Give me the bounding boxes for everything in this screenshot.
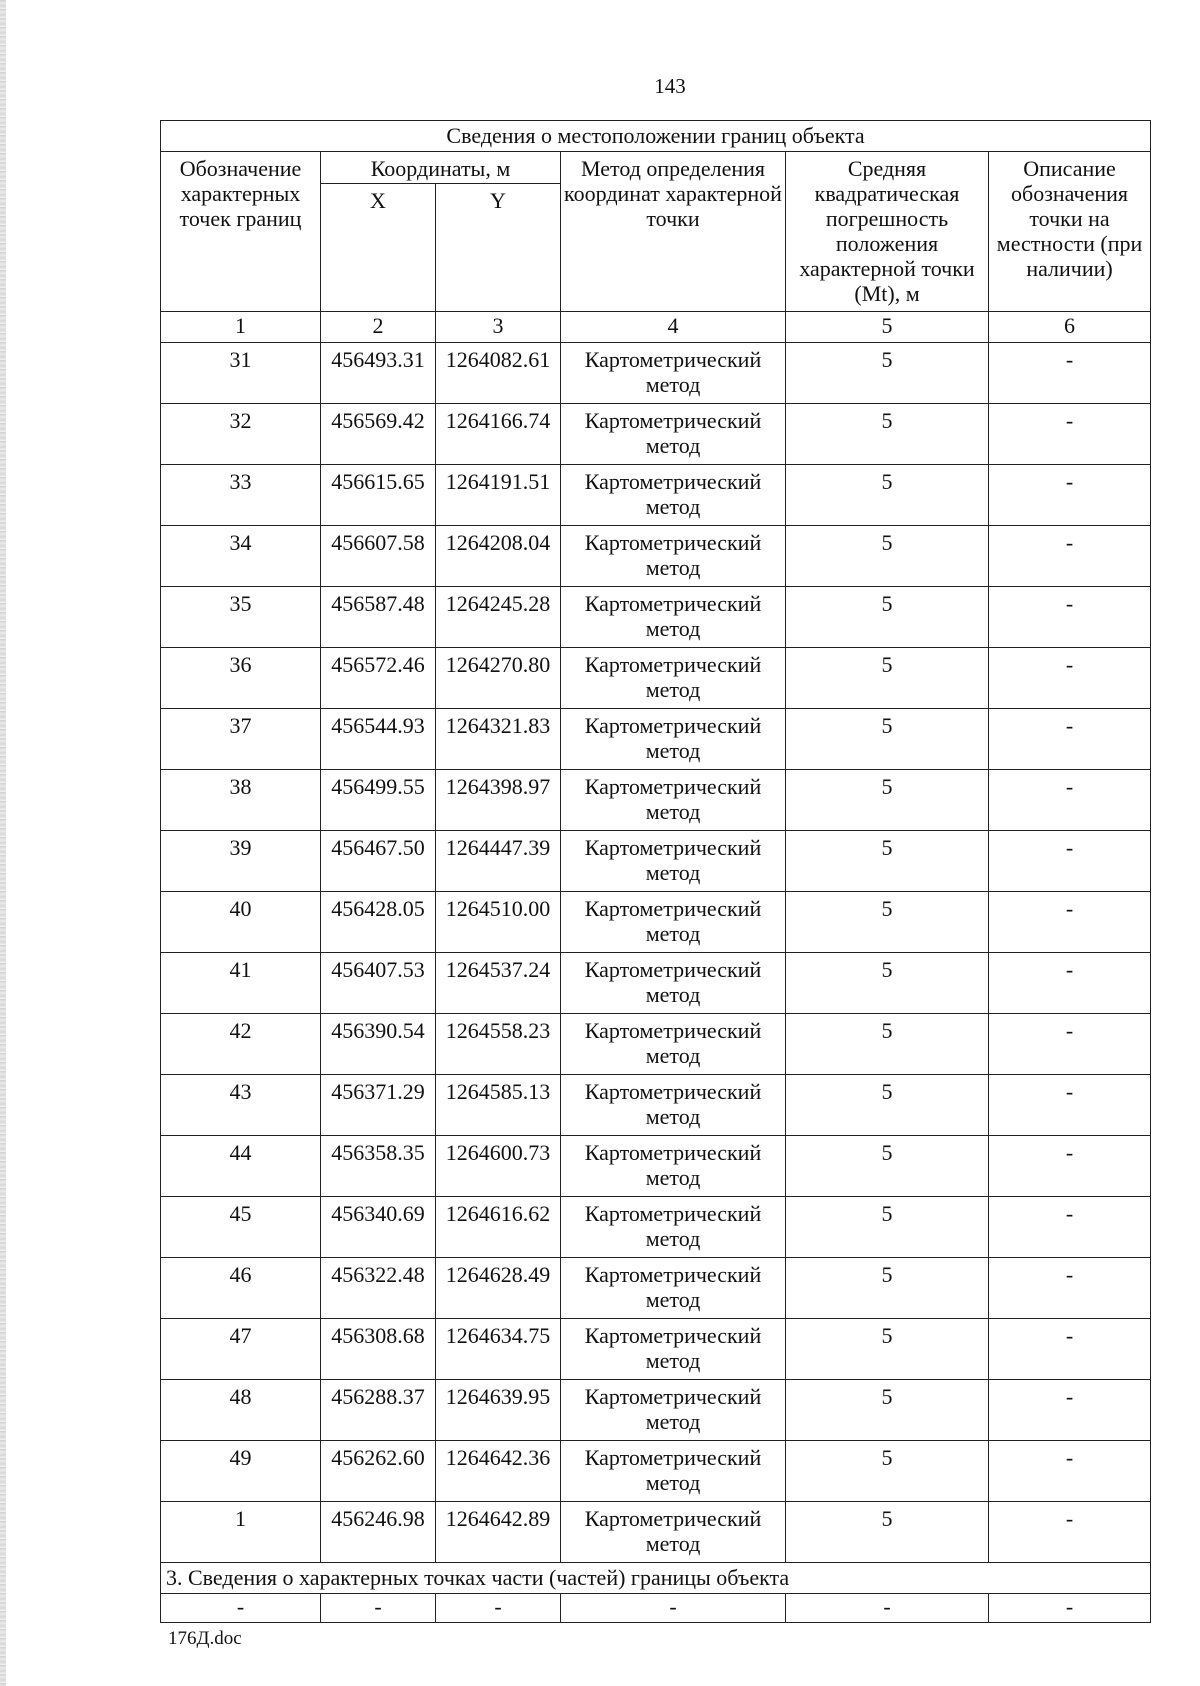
cell-y: 1264447.39 <box>436 831 561 892</box>
header-error: Средняя квадратическая погрешность положения характерной точки (Mt), м <box>786 152 989 312</box>
cell-description: - <box>989 770 1151 831</box>
cell-method: Картометрический метод <box>561 1380 786 1441</box>
cell-error: 5 <box>786 1136 989 1197</box>
cell-description: - <box>989 1441 1151 1502</box>
cell-x: 456262.60 <box>321 1441 436 1502</box>
cell-x: 456390.54 <box>321 1014 436 1075</box>
cell-method: Картометрический метод <box>561 831 786 892</box>
cell-y: 1264191.51 <box>436 465 561 526</box>
cell-point: 38 <box>161 770 321 831</box>
scan-edge <box>0 0 6 1686</box>
cell-x: 456428.05 <box>321 892 436 953</box>
header-row-1 <box>161 152 1151 184</box>
cell-method: Картометрический метод <box>561 1319 786 1380</box>
table-row <box>161 770 1151 831</box>
section3-cell: - <box>786 1594 989 1623</box>
cell-point: 48 <box>161 1380 321 1441</box>
cell-y: 1264628.49 <box>436 1258 561 1319</box>
cell-point: 44 <box>161 1136 321 1197</box>
cell-method: Картометрический метод <box>561 1502 786 1563</box>
table-row <box>161 1441 1151 1502</box>
cell-y: 1264510.00 <box>436 892 561 953</box>
header-method: Метод определения координат характерной точки <box>561 152 786 312</box>
table-row <box>161 1075 1151 1136</box>
page-number: 143 <box>654 74 686 98</box>
cell-y: 1264166.74 <box>436 404 561 465</box>
cell-point: 41 <box>161 953 321 1014</box>
cell-description: - <box>989 404 1151 465</box>
cell-point: 40 <box>161 892 321 953</box>
cell-point: 43 <box>161 1075 321 1136</box>
cell-method: Картометрический метод <box>561 1075 786 1136</box>
cell-error: 5 <box>786 465 989 526</box>
cell-description: - <box>989 648 1151 709</box>
header-point-designation: Обозначение характерных точек границ <box>161 152 321 312</box>
cell-x: 456340.69 <box>321 1197 436 1258</box>
cell-method: Картометрический метод <box>561 1441 786 1502</box>
cell-description: - <box>989 1502 1151 1563</box>
header-coordinates: Координаты, м <box>321 152 561 184</box>
cell-x: 456358.35 <box>321 1136 436 1197</box>
cell-error: 5 <box>786 343 989 404</box>
cell-error: 5 <box>786 1197 989 1258</box>
cell-description: - <box>989 953 1151 1014</box>
cell-x: 456467.50 <box>321 831 436 892</box>
section3-cell: - <box>561 1594 786 1623</box>
cell-error: 5 <box>786 1014 989 1075</box>
table-title-row <box>161 121 1151 152</box>
cell-y: 1264398.97 <box>436 770 561 831</box>
cell-error: 5 <box>786 953 989 1014</box>
cell-x: 456607.58 <box>321 526 436 587</box>
cell-error: 5 <box>786 1441 989 1502</box>
cell-point: 45 <box>161 1197 321 1258</box>
table-row <box>161 587 1151 648</box>
cell-point: 42 <box>161 1014 321 1075</box>
cell-x: 456569.42 <box>321 404 436 465</box>
cell-description: - <box>989 709 1151 770</box>
cell-description: - <box>989 1197 1151 1258</box>
cell-y: 1264537.24 <box>436 953 561 1014</box>
column-number: 5 <box>786 312 989 343</box>
cell-y: 1264558.23 <box>436 1014 561 1075</box>
cell-point: 33 <box>161 465 321 526</box>
cell-error: 5 <box>786 526 989 587</box>
cell-description: - <box>989 831 1151 892</box>
section3-empty-row <box>161 1594 1151 1623</box>
cell-point: 32 <box>161 404 321 465</box>
boundary-coordinates-table <box>160 120 1151 1623</box>
table-row <box>161 526 1151 587</box>
cell-error: 5 <box>786 1380 989 1441</box>
cell-description: - <box>989 892 1151 953</box>
cell-method: Картометрический метод <box>561 1197 786 1258</box>
cell-description: - <box>989 587 1151 648</box>
column-number: 2 <box>321 312 436 343</box>
cell-x: 456371.29 <box>321 1075 436 1136</box>
cell-point: 47 <box>161 1319 321 1380</box>
column-number: 1 <box>161 312 321 343</box>
cell-description: - <box>989 1319 1151 1380</box>
column-number: 3 <box>436 312 561 343</box>
cell-error: 5 <box>786 892 989 953</box>
cell-error: 5 <box>786 709 989 770</box>
cell-method: Картометрический метод <box>561 343 786 404</box>
table-row <box>161 1136 1151 1197</box>
table-row <box>161 953 1151 1014</box>
cell-error: 5 <box>786 770 989 831</box>
cell-error: 5 <box>786 1075 989 1136</box>
cell-error: 5 <box>786 1502 989 1563</box>
cell-x: 456615.65 <box>321 465 436 526</box>
cell-description: - <box>989 343 1151 404</box>
cell-x: 456572.46 <box>321 648 436 709</box>
header-y: Y <box>436 184 561 312</box>
table-title: Сведения о местоположении границ объекта <box>161 121 1151 152</box>
table-row <box>161 831 1151 892</box>
table-row <box>161 1014 1151 1075</box>
cell-description: - <box>989 465 1151 526</box>
table-row <box>161 709 1151 770</box>
cell-description: - <box>989 1075 1151 1136</box>
cell-point: 35 <box>161 587 321 648</box>
table-row <box>161 465 1151 526</box>
cell-method: Картометрический метод <box>561 648 786 709</box>
section3-cell: - <box>321 1594 436 1623</box>
cell-y: 1264634.75 <box>436 1319 561 1380</box>
section3-title: 3. Сведения о характерных точках части (частей) границы объекта <box>161 1563 1151 1594</box>
cell-error: 5 <box>786 831 989 892</box>
table-row <box>161 343 1151 404</box>
cell-y: 1264270.80 <box>436 648 561 709</box>
header-x: X <box>321 184 436 312</box>
table-row <box>161 404 1151 465</box>
cell-y: 1264642.36 <box>436 1441 561 1502</box>
column-number: 4 <box>561 312 786 343</box>
table-row <box>161 1258 1151 1319</box>
cell-method: Картометрический метод <box>561 1014 786 1075</box>
cell-x: 456493.31 <box>321 343 436 404</box>
column-number: 6 <box>989 312 1151 343</box>
cell-point: 39 <box>161 831 321 892</box>
table-row <box>161 1197 1151 1258</box>
cell-method: Картометрический метод <box>561 587 786 648</box>
cell-description: - <box>989 1258 1151 1319</box>
section3-title-row <box>161 1563 1151 1594</box>
cell-x: 456587.48 <box>321 587 436 648</box>
cell-y: 1264585.13 <box>436 1075 561 1136</box>
cell-method: Картометрический метод <box>561 1258 786 1319</box>
cell-point: 34 <box>161 526 321 587</box>
cell-x: 456322.48 <box>321 1258 436 1319</box>
cell-y: 1264082.61 <box>436 343 561 404</box>
cell-y: 1264245.28 <box>436 587 561 648</box>
cell-point: 37 <box>161 709 321 770</box>
cell-point: 31 <box>161 343 321 404</box>
cell-error: 5 <box>786 404 989 465</box>
cell-method: Картометрический метод <box>561 404 786 465</box>
footer-filename: 176Д.doc <box>168 1628 242 1649</box>
cell-method: Картометрический метод <box>561 709 786 770</box>
table-row <box>161 1502 1151 1563</box>
cell-error: 5 <box>786 648 989 709</box>
cell-point: 46 <box>161 1258 321 1319</box>
table-row <box>161 892 1151 953</box>
cell-x: 456288.37 <box>321 1380 436 1441</box>
cell-method: Картометрический метод <box>561 1136 786 1197</box>
cell-method: Картометрический метод <box>561 953 786 1014</box>
table-row <box>161 1380 1151 1441</box>
table-row <box>161 1319 1151 1380</box>
cell-x: 456308.68 <box>321 1319 436 1380</box>
section3-cell: - <box>161 1594 321 1623</box>
cell-description: - <box>989 526 1151 587</box>
cell-y: 1264642.89 <box>436 1502 561 1563</box>
header-description: Описание обозначения точки на местности (при наличии) <box>989 152 1151 312</box>
column-number-row <box>161 312 1151 343</box>
cell-x: 456246.98 <box>321 1502 436 1563</box>
cell-y: 1264208.04 <box>436 526 561 587</box>
cell-point: 49 <box>161 1441 321 1502</box>
table-row <box>161 648 1151 709</box>
cell-y: 1264600.73 <box>436 1136 561 1197</box>
cell-point: 1 <box>161 1502 321 1563</box>
cell-error: 5 <box>786 1258 989 1319</box>
cell-error: 5 <box>786 1319 989 1380</box>
cell-method: Картометрический метод <box>561 465 786 526</box>
cell-method: Картометрический метод <box>561 526 786 587</box>
cell-point: 36 <box>161 648 321 709</box>
cell-x: 456544.93 <box>321 709 436 770</box>
cell-y: 1264616.62 <box>436 1197 561 1258</box>
section3-cell: - <box>989 1594 1151 1623</box>
cell-x: 456407.53 <box>321 953 436 1014</box>
section3-cell: - <box>436 1594 561 1623</box>
cell-method: Картометрический метод <box>561 892 786 953</box>
cell-x: 456499.55 <box>321 770 436 831</box>
cell-description: - <box>989 1380 1151 1441</box>
cell-description: - <box>989 1136 1151 1197</box>
cell-y: 1264639.95 <box>436 1380 561 1441</box>
cell-y: 1264321.83 <box>436 709 561 770</box>
cell-description: - <box>989 1014 1151 1075</box>
cell-method: Картометрический метод <box>561 770 786 831</box>
cell-error: 5 <box>786 587 989 648</box>
